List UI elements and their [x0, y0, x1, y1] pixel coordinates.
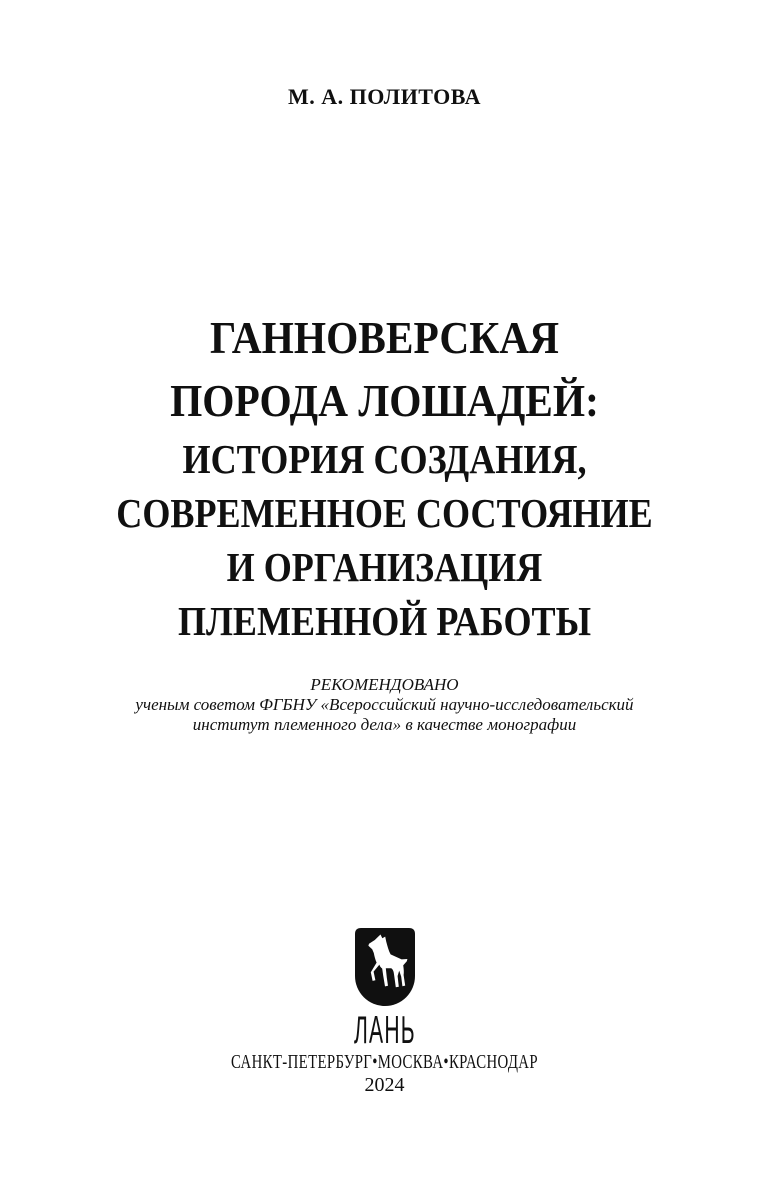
author-name: М. А. ПОЛИТОВА	[288, 84, 481, 109]
lan-deer-shield-icon	[355, 928, 415, 1006]
publisher-logo-block	[0, 928, 769, 1053]
recommendation-line-1: ученым советом ФГБНУ «Всероссийский научно-исследовательский	[135, 695, 634, 714]
subtitle-line-3: И ОРГАНИЗАЦИЯ	[226, 544, 543, 590]
recommendation-line-2: институт племенного дела» в качестве монографии	[192, 715, 577, 734]
book-title-main	[0, 306, 769, 432]
subtitle-line-4: ПЛЕМЕННОЙ РАБОТЫ	[177, 598, 592, 644]
imprint-year: 2024	[364, 1074, 405, 1096]
subtitle-line-1: ИСТОРИЯ СОЗДАНИЯ,	[182, 436, 587, 482]
title-line-1: ГАННОВЕРСКАЯ	[209, 312, 560, 363]
title-line-2: ПОРОДА ЛОШАДЕЙ:	[170, 375, 599, 426]
book-title-subtitle	[0, 432, 769, 648]
recommendation-block	[0, 675, 769, 735]
subtitle-line-2: СОВРЕМЕННОЕ СОСТОЯНИЕ	[116, 490, 653, 536]
publisher-name: ЛАНЬ	[353, 1008, 416, 1053]
imprint-cities: САНКТ-ПЕТЕРБУРГ•МОСКВА•КРАСНОДАР	[231, 1051, 538, 1073]
recommendation-heading: РЕКОМЕНДОВАНО	[310, 675, 459, 694]
